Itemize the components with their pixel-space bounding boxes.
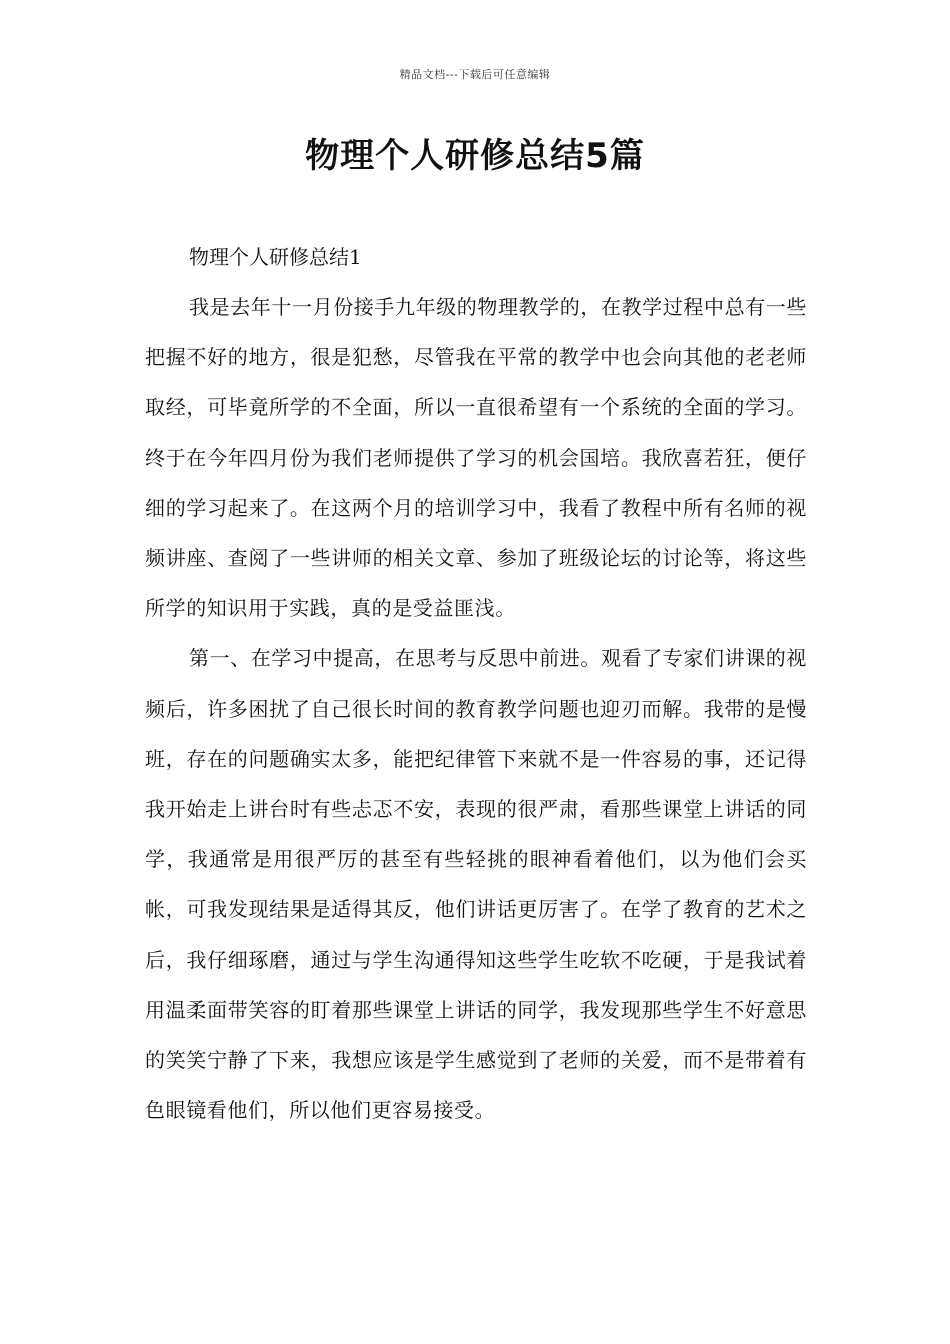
- paragraph-1: 我是去年十一月份接手九年级的物理教学的，在教学过程中总有一些把握不好的地方，很是犯愁，尽管我在平常的教学中也会向其他的老老师取经，可毕竟所学的不全面，所以一直很希望有一个系统的全面的学习。终于在今年四月份为我们老师提供了学习的机会国培。我欣喜若狂，便仔细的学习起来了。在这两个月的培训学习中，我看了教程中所有名师的视频讲座、查阅了一些讲师的相关文章、参加了班级论坛的讨论等，将这些所学的知识用于实践，真的是受益匪浅。: [145, 295, 807, 621]
- document-title: 物理个人研修总结5篇: [305, 136, 645, 176]
- document-body: [145, 232, 807, 1135]
- header-note: 精品文档---下载后可任意编辑: [399, 68, 551, 81]
- section-heading: 物理个人研修总结1: [189, 245, 362, 269]
- paragraph-2: 第一、在学习中提高，在思考与反思中前进。观看了专家们讲课的视频后，许多困扰了自己很长时间的教育教学问题也迎刃而解。我带的是慢班，存在的问题确实太多，能把纪律管下来就不是一件容易的事，还记得我开始走上讲台时有些忐忑不安，表现的很严肃，看那些课堂上讲话的同学，我通常是用很严厉的甚至有些轻挑的眼神看着他们，以为他们会买帐，可我发现结果是适得其反，他们讲话更厉害了。在学了教育的艺术之后，我仔细琢磨，通过与学生沟通得知这些学生吃软不吃硬，于是我试着用温柔面带笑容的盯着那些课堂上讲话的同学，我发现那些学生不好意思的笑笑宁静了下来，我想应该是学生感觉到了老师的关爱，而不是带着有色眼镜看他们，所以他们更容易接受。: [145, 646, 807, 1123]
